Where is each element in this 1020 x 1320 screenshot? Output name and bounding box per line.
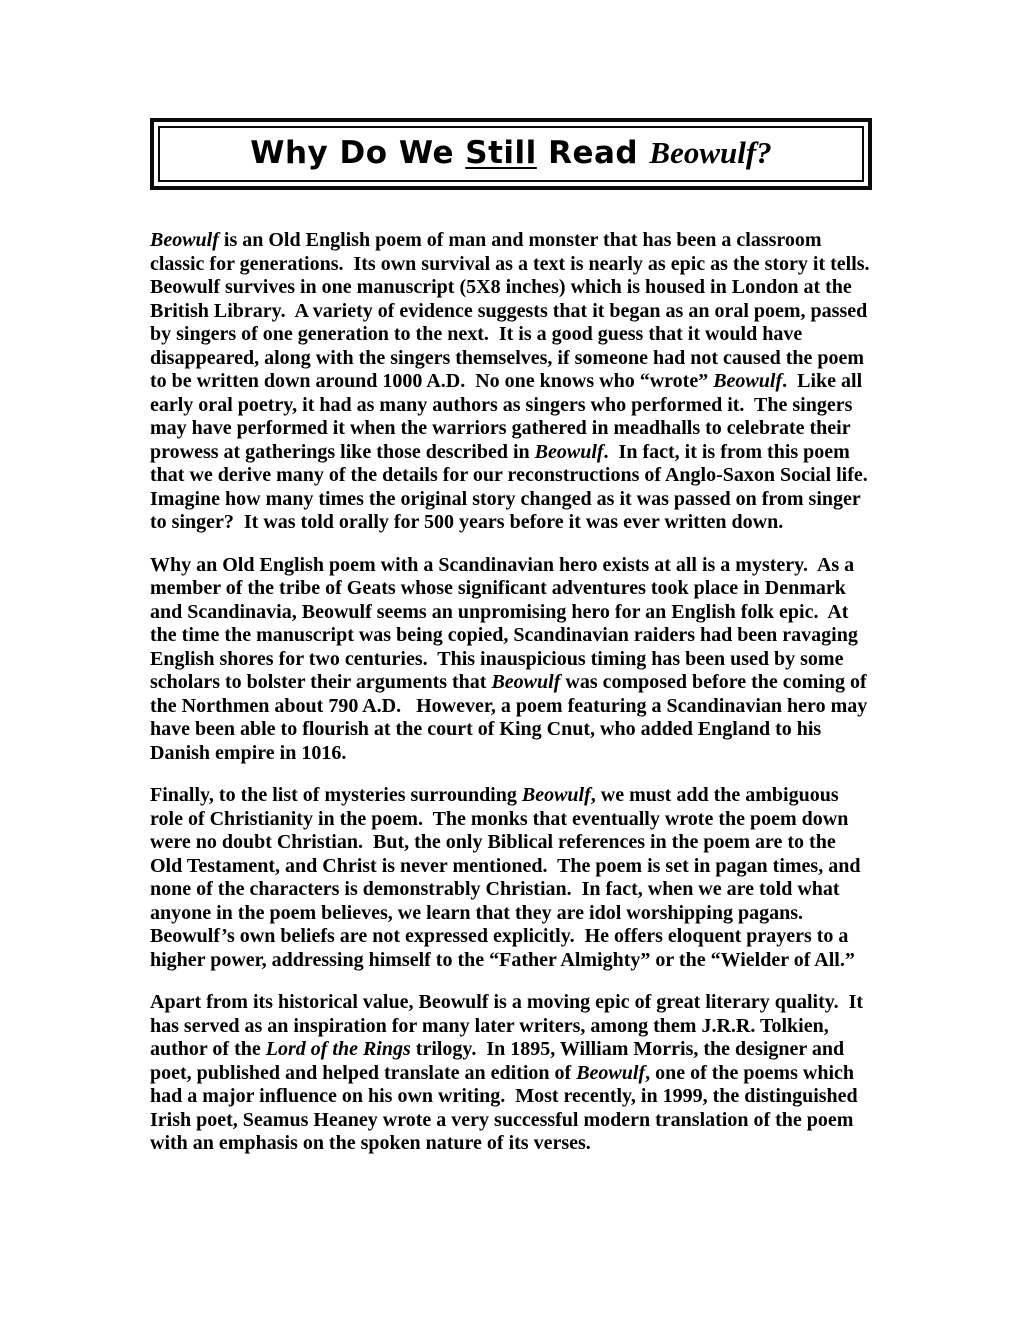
text-run: was composed before the coming of the Northmen about 790 A.D. However, a poem featuring a Scandinavian hero may have been able to flourish at the court of King Cnut, who added England to his Danish empire in 1016.	[150, 671, 873, 764]
page-title	[164, 136, 858, 170]
text-run: Why Do We	[250, 135, 466, 171]
text-run: Why an Old English poem with a Scandinavian hero exists at all is a mystery. As a member of the tribe of Geats whose significant adventures took place in Denmark and Scandinavia, Beowulf seems an unpromising hero for an English folk epic. At the time the manuscript was being copied, Scandinavian raiders had been ravaging English shores for two centuries. This inauspicious timing has been used by some scholars to bolster their arguments that	[150, 553, 863, 694]
text-run: Beowulf	[491, 671, 561, 694]
text-run: Beowulf	[534, 440, 604, 463]
text-run: Beowulf	[521, 784, 591, 807]
text-run: . Like all early oral poetry, it had as many authors as singers who performed it. The singers may have performed it when the warriors gathered in meadhalls to celebrate their prowess at gatherings like those described in	[150, 370, 868, 463]
text-run: Beowulf	[713, 370, 783, 393]
text-run: , we must add the ambiguous role of Christianity in the poem. The monks that eventually wrote the poem down were no doubt Christian. But, the only Biblical references in the poem are to the Old Testament, and Christ is never mentioned. The poem is set in pagan times, and none of the characters is demonstrably Christian. In fact, when we are told what anyone in the poem believes, we learn that they are idol worshipping pagans. Beowulf’s own beliefs are not expressed explicitly. He offers eloquent prayers to a higher power, addressing himself to the “Father Almighty” or the “Wielder of All.”	[150, 784, 866, 971]
document-body	[150, 229, 875, 1156]
text-run: , one of the poems which had a major influence on his own writing. Most recently, in 1999, the distinguished Irish poet, Seamus Heaney wrote a very successful modern translation of the poem with an emphasis on the spoken nature of its verses.	[150, 1061, 863, 1155]
text-run: Finally, to the list of mysteries surrounding	[150, 784, 522, 807]
text-run: Lord of the Rings	[265, 1038, 411, 1061]
text-run: trilogy. In 1895, William Morris, the designer and poet, published and helped translate an edition of	[150, 1038, 850, 1084]
text-run: Beowulf	[576, 1061, 646, 1084]
text-run: . In fact, it is from this poem that we derive many of the details for our reconstructions of Anglo-Saxon Social life. Imagine how many times the original story changed as it was passed on from singer to singer? It was told orally for 500 years before it was ever written down.	[150, 440, 873, 534]
paragraph-manuscript-history	[150, 229, 875, 535]
text-run: Apart from its historical value, Beowulf is a moving epic of great literary quality. It has served as an inspiration for many later writers, among them J.R.R. Tolkien, author of the	[150, 991, 869, 1061]
text-run: Beowulf?	[649, 135, 772, 170]
paragraph-literary-legacy	[150, 991, 872, 1156]
text-run: Read	[536, 135, 650, 171]
title-box	[150, 118, 872, 190]
text-run: Beowulf	[150, 229, 219, 252]
paragraph-scandinavian-hero-mystery	[150, 554, 872, 766]
title-box-inner-border	[158, 126, 864, 182]
paragraph-christianity-role	[150, 784, 872, 972]
text-run: Still	[465, 135, 537, 171]
text-run: is an Old English poem of man and monster that has been a classroom classic for generations. Its own survival as a text is nearly as epic as the story it tells. Beowulf survives in one manuscript (5X8 inches) which is housed in London at the British Library. A variety of evidence suggests that it began as an oral poem, passed by singers of one generation to the next. It is a good guess that it would have disappeared, along with the singers themselves, if someone had not caused the poem to be written down around 1000 A.D. No one knows who “wrote”	[150, 229, 875, 393]
